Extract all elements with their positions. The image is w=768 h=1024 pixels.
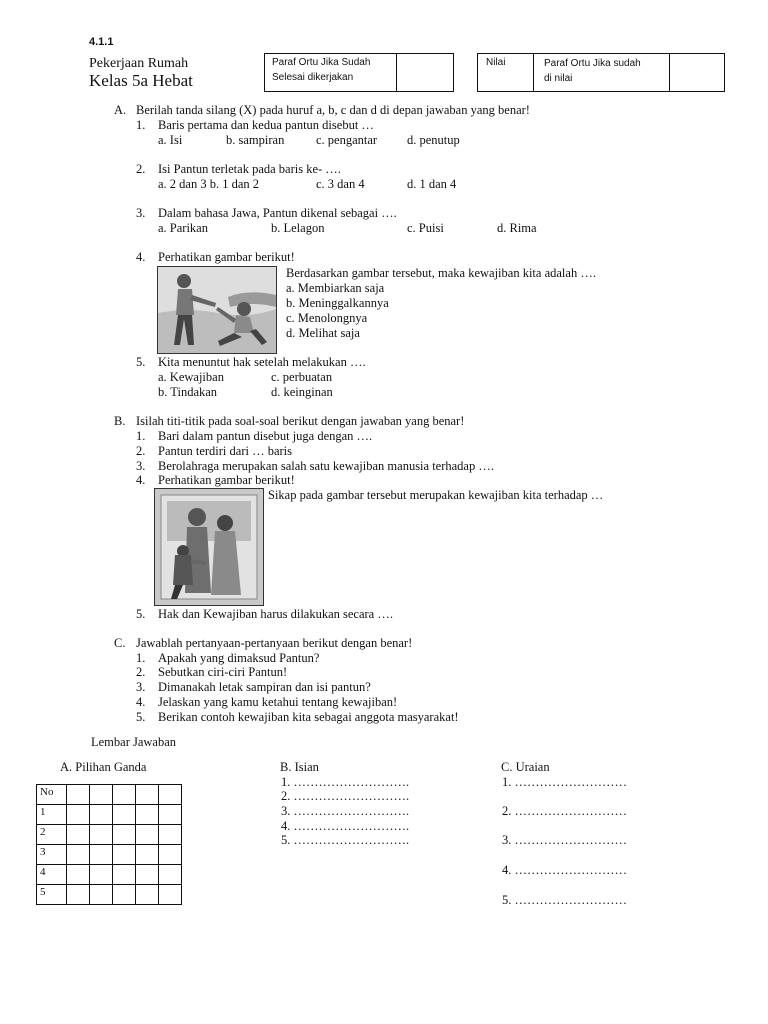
pg-cell[interactable] <box>136 825 159 845</box>
c-q3-text: Dimanakah letak sampiran dan isi pantun? <box>158 680 371 694</box>
page-title: Kelas 5a Hebat <box>89 71 193 90</box>
pg-cell[interactable] <box>136 885 159 905</box>
isian-line-3[interactable]: 3. ………………………. <box>281 804 410 818</box>
a-q1-option-d[interactable]: d. penutup <box>407 133 460 147</box>
uraian-line-2[interactable]: 2. ……………………… <box>502 804 627 818</box>
a-q3-num: 3. <box>136 206 146 220</box>
section-c-instruction: Jawablah pertanyaan-pertanyaan berikut dengan benar! <box>136 636 413 650</box>
b-q5-text: Hak dan Kewajiban harus dilakukan secara …. <box>158 607 393 621</box>
pg-cell[interactable] <box>90 845 113 865</box>
answer-sheet-title: Lembar Jawaban <box>91 735 177 749</box>
illustration-child-greeting-parents <box>154 488 264 606</box>
c-q5-num: 5. <box>136 710 146 724</box>
table-row <box>37 805 182 825</box>
section-b-marker: B. <box>114 414 126 428</box>
a-q4-prompt: Berdasarkan gambar tersebut, maka kewajiban kita adalah …. <box>286 266 596 280</box>
pg-cell[interactable] <box>90 825 113 845</box>
a-q5-num: 5. <box>136 355 146 369</box>
b-q4-prompt: Sikap pada gambar tersebut merupakan kewajiban kita terhadap … <box>268 488 604 502</box>
pg-cell[interactable] <box>113 785 136 805</box>
pg-cell[interactable] <box>67 805 90 825</box>
b-q1-num: 1. <box>136 429 146 443</box>
pg-cell[interactable] <box>90 805 113 825</box>
c-q1-num: 1. <box>136 651 146 665</box>
a-q1-num: 1. <box>136 118 146 132</box>
pg-cell[interactable] <box>159 785 182 805</box>
a-q4-num: 4. <box>136 250 146 264</box>
section-c-marker: C. <box>114 636 126 650</box>
a-q1-option-c[interactable]: c. pengantar <box>316 133 378 147</box>
table-row <box>37 865 182 885</box>
pg-cell[interactable] <box>159 825 182 845</box>
uraian-line-5[interactable]: 5. ……………………… <box>502 893 627 907</box>
parent-graded-label-2: di nilai <box>544 73 573 84</box>
a-q3-option-c[interactable]: c. Puisi <box>407 221 444 235</box>
pg-cell[interactable] <box>136 785 159 805</box>
a-q5-option-d[interactable]: d. keinginan <box>271 385 333 399</box>
a-q3-option-d[interactable]: d. Rima <box>497 221 537 235</box>
a-q5-text: Kita menuntut hak setelah melakukan …. <box>158 355 366 369</box>
b-q5-num: 5. <box>136 607 146 621</box>
pg-cell[interactable] <box>113 825 136 845</box>
pg-row-number: 2 <box>37 825 67 845</box>
pg-heading: A. Pilihan Ganda <box>60 760 147 774</box>
pg-cell[interactable] <box>113 845 136 865</box>
doc-subtitle: Pekerjaan Rumah <box>89 56 189 71</box>
pg-cell[interactable] <box>136 845 159 865</box>
parent-graded-label-1: Paraf Ortu Jika sudah <box>544 58 641 69</box>
a-q2-option-d[interactable]: d. 1 dan 4 <box>407 177 457 191</box>
illustration-helping-friend <box>157 266 277 354</box>
pg-cell[interactable] <box>90 885 113 905</box>
a-q3-option-a[interactable]: a. Parikan <box>158 221 208 235</box>
pg-row-number: 4 <box>37 865 67 885</box>
pg-cell[interactable] <box>67 865 90 885</box>
pg-cell[interactable] <box>136 805 159 825</box>
c-q4-text: Jelaskan yang kamu ketahui tentang kewajiban! <box>158 695 398 709</box>
a-q1-option-b[interactable]: b. sampiran <box>226 133 285 147</box>
c-q4-num: 4. <box>136 695 146 709</box>
pg-cell[interactable] <box>159 845 182 865</box>
table-row <box>37 845 182 865</box>
pg-cell[interactable] <box>67 885 90 905</box>
isian-line-4[interactable]: 4. ………………………. <box>281 819 410 833</box>
parent-done-sign-cell[interactable] <box>396 53 454 92</box>
parent-graded-sign-cell[interactable] <box>669 53 725 92</box>
pg-cell[interactable] <box>67 785 90 805</box>
b-q2-num: 2. <box>136 444 146 458</box>
a-q4-text: Perhatikan gambar berikut! <box>158 250 295 264</box>
b-q1-text: Bari dalam pantun disebut juga dengan …. <box>158 429 373 443</box>
nilai-label: Nilai <box>486 57 506 68</box>
pg-cell[interactable] <box>90 785 113 805</box>
parent-done-label-2: Selesai dikerjakan <box>272 72 354 83</box>
section-a-marker: A. <box>114 103 127 117</box>
uraian-heading: C. Uraian <box>501 760 550 774</box>
b-q2-text: Pantun terdiri dari … baris <box>158 444 292 458</box>
pg-cell[interactable] <box>159 885 182 905</box>
pg-cell[interactable] <box>113 805 136 825</box>
a-q5-option-b[interactable]: b. Tindakan <box>158 385 218 399</box>
uraian-line-3[interactable]: 3. ……………………… <box>502 833 627 847</box>
pg-cell[interactable] <box>113 885 136 905</box>
pg-header-no: No <box>37 785 67 805</box>
section-b-instruction: Isilah titi-titik pada soal-soal berikut dengan jawaban yang benar! <box>136 414 465 428</box>
a-q5-option-c[interactable]: c. perbuatan <box>271 370 333 384</box>
b-q3-num: 3. <box>136 459 146 473</box>
pg-cell[interactable] <box>67 845 90 865</box>
table-row <box>37 825 182 845</box>
pg-cell[interactable] <box>159 805 182 825</box>
a-q4-option-c[interactable]: c. Menolongnya <box>286 311 368 325</box>
pg-cell[interactable] <box>159 865 182 885</box>
b-q4-text: Perhatikan gambar berikut! <box>158 473 295 487</box>
a-q2-text: Isi Pantun terletak pada baris ke- …. <box>158 162 341 176</box>
isian-line-2[interactable]: 2. ………………………. <box>281 789 410 803</box>
a-q4-option-d[interactable]: d. Melihat saja <box>286 326 360 340</box>
c-q5-text: Berikan contoh kewajiban kita sebagai anggota masyarakat! <box>158 710 459 724</box>
pg-cell[interactable] <box>136 865 159 885</box>
c-q1-text: Apakah yang dimaksud Pantun? <box>158 651 320 665</box>
b-q4-num: 4. <box>136 473 146 487</box>
b-q3-text: Berolahraga merupakan salah satu kewajiban manusia terhadap …. <box>158 459 494 473</box>
c-q2-text: Sebutkan ciri-ciri Pantun! <box>158 665 288 679</box>
a-q1-option-a[interactable]: a. Isi <box>158 133 183 147</box>
a-q3-text: Dalam bahasa Jawa, Pantun dikenal sebagai …. <box>158 206 397 220</box>
isian-line-1[interactable]: 1. ………………………. <box>281 775 410 789</box>
uraian-line-1[interactable]: 1. ……………………… <box>502 775 627 789</box>
parent-done-label-1: Paraf Ortu Jika Sudah <box>272 57 371 68</box>
pg-cell[interactable] <box>67 825 90 845</box>
isian-line-5[interactable]: 5. ………………………. <box>281 833 410 847</box>
pg-cell[interactable] <box>90 865 113 885</box>
a-q1-text: Baris pertama dan kedua pantun disebut … <box>158 118 374 132</box>
a-q4-option-a[interactable]: a. Membiarkan saja <box>286 281 385 295</box>
isian-heading: B. Isian <box>280 760 319 774</box>
a-q3-option-b[interactable]: b. Lelagon <box>271 221 325 235</box>
table-row <box>37 785 182 805</box>
a-q5-option-a[interactable]: a. Kewajiban <box>158 370 224 384</box>
pg-row-number: 3 <box>37 845 67 865</box>
c-q3-num: 3. <box>136 680 146 694</box>
pg-answer-table <box>36 784 182 905</box>
pg-row-number: 5 <box>37 885 67 905</box>
a-q2-num: 2. <box>136 162 146 176</box>
uraian-line-4[interactable]: 4. ……………………… <box>502 863 627 877</box>
section-a-instruction: Berilah tanda silang (X) pada huruf a, b, c dan d di depan jawaban yang benar! <box>136 103 530 117</box>
pg-row-number: 1 <box>37 805 67 825</box>
doc-code: 4.1.1 <box>89 36 114 48</box>
a-q2-option-ab[interactable]: a. 2 dan 3 b. 1 dan 2 <box>158 177 260 191</box>
table-row <box>37 885 182 905</box>
c-q2-num: 2. <box>136 665 146 679</box>
a-q4-option-b[interactable]: b. Meninggalkannya <box>286 296 389 310</box>
pg-cell[interactable] <box>113 865 136 885</box>
a-q2-option-c[interactable]: c. 3 dan 4 <box>316 177 365 191</box>
